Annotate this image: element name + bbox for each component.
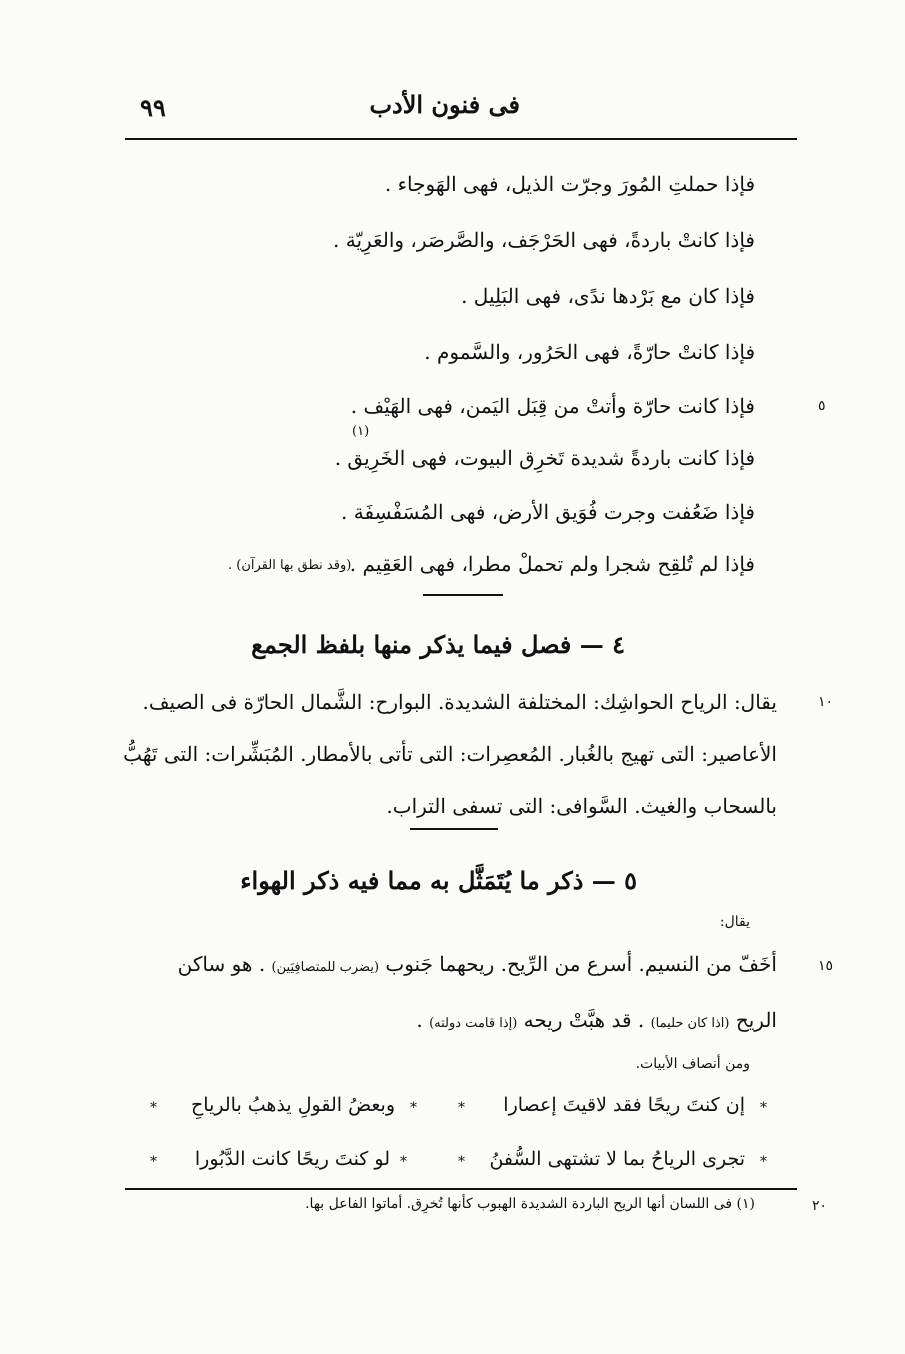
footnote: (١) فى اللسان أنها الريح الباردة الشديدة الهبوب كأنها تُخرِق. أماتوا الفاعل بها.	[305, 1196, 755, 1212]
verse-hemistich-left: وبعضُ القولِ يذهبُ بالرياحِ	[191, 1094, 395, 1116]
proverb-text: .	[416, 1008, 423, 1032]
proverb-text: الريح	[735, 1008, 777, 1032]
proverb-note: (اذا كان حليما)	[650, 1016, 730, 1031]
verse-star: *	[458, 1100, 465, 1116]
decorative-rule	[410, 828, 498, 830]
quran-note: (وقد نطق بها القرآن) .	[228, 558, 352, 573]
verse-star: *	[410, 1100, 417, 1116]
proverb-note: (يضرب للمتصافِيَين)	[271, 960, 380, 975]
margin-line-number: ٢٠	[812, 1198, 828, 1214]
margin-line-number: ١٥	[818, 958, 834, 974]
text-line: بالسحاب والغيث. السَّوافى: التى تسفى التراب.	[386, 794, 777, 818]
proverb-text: . قد هبَّتْ ريحه	[523, 1008, 645, 1032]
margin-line-number: ٥	[818, 398, 826, 414]
proverb-text: أخَفّ من النسيم. أسرع من الرِّيح. ريحهما جَنوب	[385, 952, 777, 976]
verse-star: *	[150, 1154, 157, 1170]
proverb-line	[416, 1008, 777, 1032]
text-line: الأعاصير: التى تهيج بالغُبار. المُعصِرات: التى تأتى بالأمطار. المُبَشِّرات: التى تَهُبُّ	[123, 742, 777, 766]
proverb-note: (إذا قامت دولته)	[429, 1016, 518, 1031]
header-rule	[125, 138, 797, 140]
proverb-line	[178, 952, 777, 976]
verse-star: *	[150, 1100, 157, 1116]
section-heading: ٤ — فصل فيما يذكر منها بلفظ الجمع	[251, 630, 625, 659]
verse-star: *	[400, 1154, 407, 1170]
section-heading: ٥ — ذكر ما يُتَمَثَّل به مما فيه ذكر الهواء	[240, 866, 637, 895]
footnote-marker: (١)	[352, 424, 370, 439]
proverb-text: . هو ساكن	[177, 952, 266, 976]
text-line: فإذا حملتِ المُورَ وجرّت الذيل، فهى الهَوجاء .	[384, 172, 755, 196]
verse-star: *	[760, 1154, 767, 1170]
text-line: فإذا كان مع بَرْدها ندًى، فهى البَلِيل .	[461, 284, 755, 308]
running-title: فى فنون الأدب	[369, 90, 520, 119]
verse-hemistich-right: تجرى الرياحُ بما لا تشتهى السُّفنُ	[489, 1148, 745, 1170]
text-line: يقال: الرياح الحواشِك: المختلفة الشديدة. البوارح: الشَّمال الحارّة فى الصيف.	[142, 690, 777, 714]
intro-label: يقال:	[719, 914, 750, 930]
page-number: ٩٩	[140, 93, 166, 122]
margin-line-number: ١٠	[818, 694, 834, 710]
verse-hemistich-right: إن كنتَ ريحًا فقد لاقيتَ إعصارا	[503, 1094, 745, 1116]
text-line: فإذا لم تُلقِح شجرا ولم تحملْ مطرا، فهى العَقِيم .	[349, 552, 755, 576]
verse-hemistich-left: لو كنتَ ريحًا كانت الدَّبُورا	[194, 1148, 390, 1170]
text-line: فإذا كانتْ حارّةً، فهى الحَرُور، والسَّموم .	[424, 340, 755, 364]
text-line: فإذا كانت حارّة وأتتْ من قِبَل اليَمن، فهى الهَيْف .	[350, 394, 755, 418]
text-line: فإذا كانت باردةً شديدة تَخرِق البيوت، فهى الخَرِيق .	[334, 446, 755, 470]
verse-star: *	[760, 1100, 767, 1116]
text-line: فإذا ضَعُفت وجرت فُوَيق الأرض، فهى المُسَفْسِفَة .	[341, 500, 755, 524]
verses-label: ومن أنصاف الأبيات.	[635, 1056, 750, 1072]
text-line: فإذا كانتْ باردةً، فهى الحَرْجَف، والصَّرصَر، والعَرِيّة .	[333, 228, 755, 252]
footnote-rule	[125, 1188, 797, 1190]
decorative-rule	[423, 594, 503, 596]
verse-star: *	[458, 1154, 465, 1170]
